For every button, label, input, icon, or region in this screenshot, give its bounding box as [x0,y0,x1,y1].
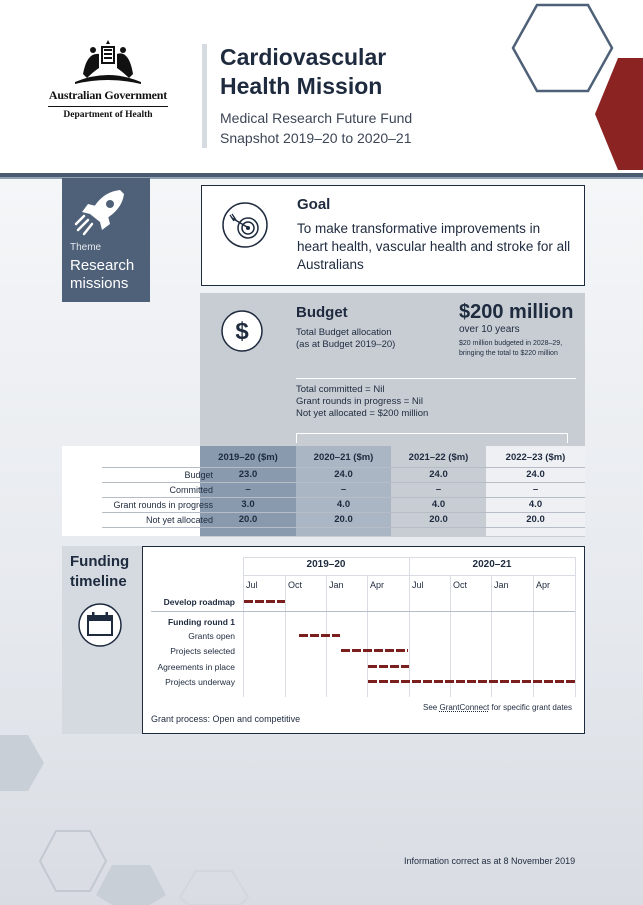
timeline-bar-roadmap [244,600,285,603]
goal-panel [201,185,585,286]
goal-title: Goal [297,196,331,213]
budget-amount: $200 million [459,301,574,323]
timeline-year-2019: 2019–20 [306,559,346,570]
table-header-2022: 2022–23 ($m) [505,452,566,463]
table-cell: 20.0 [429,514,448,525]
budget-status [296,384,556,420]
timeline-grid-line [243,557,244,697]
timeline-bar-agreements [368,665,409,668]
timeline-month: Oct [453,580,468,590]
table-cell: – [532,484,539,495]
table-header-2021: 2021–22 ($m) [408,452,469,463]
timeline-month: Jan [329,580,344,590]
table-row-label-not-allocated: Not yet allocated [145,515,213,525]
table-cell: 23.0 [238,469,258,480]
table-cell: – [340,484,347,495]
calendar-icon [77,602,123,648]
grant-process: Grant process: Open and competitive [151,714,301,724]
timeline-label-projects-selected: Projects selected [170,646,235,656]
funding-title [70,552,129,592]
timeline-grid-line [409,557,410,697]
page-subtitle-line2: Snapshot 2019–20 to 2020–21 [220,130,412,146]
theme-value [70,257,134,293]
timeline-footnote [423,703,572,712]
budget-divider [296,378,576,379]
budget-years: over 10 years [459,324,520,335]
theme-panel [62,178,150,302]
table-cell: – [245,484,251,495]
grantconnect-link[interactable]: GrantConnect [439,703,490,712]
page-subtitle-line1: Medical Research Future Fund [220,110,413,126]
funding-panel [62,546,142,734]
timeline-month: Jan [494,580,509,590]
table-cell: 4.0 [336,499,351,510]
budget-status-unallocated: Not yet allocated = $200 million [296,408,429,419]
timeline-grid-line [243,575,575,576]
table-cell: 3.0 [241,499,255,510]
svg-text:$: $ [235,318,249,345]
footnote-suffix: for specific grant dates [489,703,572,712]
timeline-month: Jul [412,580,424,590]
timeline-label-grants-open: Grants open [188,631,235,641]
goal-text: To make transformative improvements in heart health, vascular health and stroke for all Australians [297,221,571,272]
table-rule [102,497,585,498]
table-cell: 20.0 [334,514,353,525]
timeline-month: Jul [246,580,258,590]
timeline-bar-grants-open [299,634,340,637]
timeline-month: Oct [288,580,303,590]
table-cell: – [435,484,442,495]
table-cell: 24.0 [429,469,448,480]
table-row-label-grant-rounds: Grant rounds in progress [113,500,213,510]
theme-value-line1: Research [70,257,135,274]
table-row-label-budget: Budget [184,470,213,480]
table-cell: 20.0 [526,514,545,525]
table-header-2019: 2019–20 ($m) [218,452,278,463]
table-cell: 24.0 [334,469,353,480]
timeline-year-2020: 2020–21 [472,559,512,570]
timeline-grid-line [575,557,576,697]
header [0,0,643,176]
timeline-label-underway: Projects underway [165,677,235,687]
table-row-label-committed: Committed [169,485,213,495]
government-name: Australian Government [48,88,168,107]
timeline-label-roadmap: Develop roadmap [163,597,235,607]
table-rule [102,512,585,513]
budget-subtitle [296,327,436,351]
budget-bracket [296,433,568,443]
table-cell: 20.0 [238,514,258,525]
budget-subtitle-line1: Total Budget allocation [296,327,392,338]
timeline-month: Apr [536,580,551,590]
timeline-bar-projects-selected [341,649,408,652]
table-rule [102,527,585,528]
page-title-line2: Health Mission [220,73,383,99]
rocket-icon [74,186,130,238]
timeline-label-agreements: Agreements in place [157,662,235,672]
hexagon-decoration-icon [0,0,643,176]
theme-value-line2: missions [70,275,129,292]
budget-subtitle-line2: (as at Budget 2019–20) [296,339,396,350]
timeline-label-round1: Funding round 1 [167,617,235,627]
page-title-line1: Cardiovascular [220,44,387,70]
budget-title: Budget [296,304,348,321]
timeline-grid-line [151,611,575,612]
budget-status-progress: Grant rounds in progress = Nil [296,396,423,407]
table-rule [102,482,585,483]
timeline-month: Apr [370,580,385,590]
table-cell: 24.0 [526,469,545,480]
budget-table [62,446,585,536]
funding-timeline [142,546,585,734]
timeline-grid-line [533,575,534,697]
dollar-icon [220,309,264,353]
table-header-2020: 2020–21 ($m) [313,452,374,463]
table-cell: 4.0 [431,499,446,510]
timeline-grid-line [285,575,286,697]
timeline-bar-underway [368,680,575,683]
funding-title-line1: Funding [70,553,130,570]
budget-note: $20 million budgeted in 2028–29, bringing the total to $220 million [459,340,563,357]
department-name: Department of Health [63,110,153,120]
timeline-grid-line [367,575,368,697]
timeline-grid-line [450,575,451,697]
table-cell: 4.0 [528,499,543,510]
timeline-grid-line [491,575,492,697]
table-rule [102,467,585,468]
theme-label: Theme [70,242,102,253]
info-correct-date: Information correct as at 8 November 2019 [404,856,576,866]
target-icon [220,200,270,250]
budget-status-committed: Total committed = Nil [296,384,385,395]
funding-title-line2: timeline [70,573,127,590]
timeline-grid-line [243,557,575,558]
footnote-prefix: See [423,703,440,712]
